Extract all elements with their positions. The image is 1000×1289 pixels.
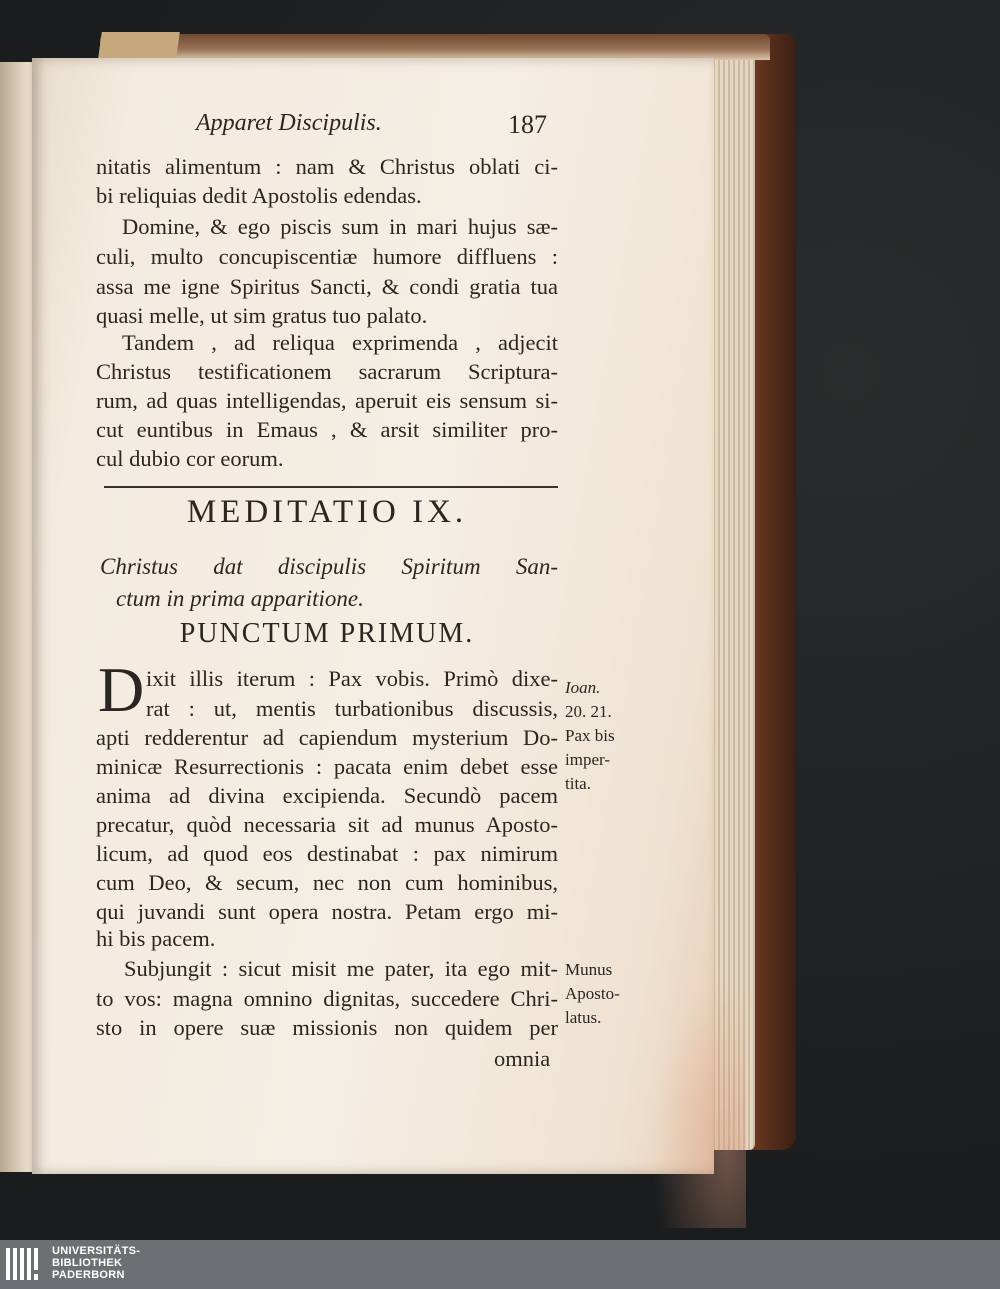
logo-line: UNIVERSITÄTS- <box>52 1245 141 1257</box>
subtitle-line: Christus dat discipulis Spiritum San- <box>100 554 558 579</box>
text-line: cul dubio cor eorum. <box>96 446 284 471</box>
text-line: ixit illis iterum : Pax vobis. Primò dixe- <box>146 666 558 691</box>
text-line: apti redderentur ad capiendum mysterium Do- <box>96 725 558 750</box>
text-line: bi reliquias dedit Apostolis edendas. <box>96 183 422 208</box>
text-line: cum Deo, & secum, nec non cum hominibus, <box>96 870 558 895</box>
page-number: 187 <box>508 110 547 139</box>
drop-cap: D <box>98 654 145 725</box>
catchword: omnia <box>494 1046 551 1071</box>
text-line: Subjungit : sicut misit me pater, ita ego mit- <box>124 956 558 981</box>
margin-note-line: Ioan. <box>565 678 601 697</box>
text-line: culi, multo concupiscentiæ humore diffluens : <box>96 244 558 269</box>
text-line: sto in opere suæ missionis non quidem per <box>96 1015 558 1040</box>
page-stain <box>652 978 746 1228</box>
text-line: rum, ad quas intelligendas, aperuit eis sensum si- <box>96 388 558 413</box>
text-line: Christus testificationem sacrarum Scriptura- <box>96 359 558 384</box>
book-top-edge <box>100 34 770 60</box>
text-line: to vos: magna omnino dignitas, succedere Chri- <box>96 986 558 1011</box>
text-line: quasi melle, ut sim gratus tuo palato. <box>96 303 428 328</box>
margin-note-line: tita. <box>565 774 591 793</box>
text-line: Domine, & ego piscis sum in mari hujus sæ- <box>122 214 558 239</box>
text-line: cut euntibus in Emaus , & arsit similiter pro- <box>96 417 558 442</box>
paper-tab <box>98 32 180 58</box>
text-line: nitatis alimentum : nam & Christus oblati ci- <box>96 154 558 179</box>
text-line: minicæ Resurrectionis : pacata enim debet esse <box>96 754 558 779</box>
left-page-edge <box>0 62 34 1172</box>
text-line: qui juvandi sunt opera nostra. Petam ergo mi- <box>96 899 558 924</box>
text-line: anima ad divina excipienda. Secundò pacem <box>96 783 558 808</box>
logo-line: BIBLIOTHEK <box>52 1257 123 1269</box>
margin-note-munus <box>565 958 620 1030</box>
margin-note-line: Munus <box>565 960 613 979</box>
text-line: licum, ad quod eos destinabat : pax nimirum <box>96 841 558 866</box>
meditation-title: MEDITATIO IX. <box>186 494 468 530</box>
punctum-heading: PUNCTUM PRIMUM. <box>179 618 475 649</box>
text-line: assa me igne Spiritus Sancti, & condi gratia tua <box>96 274 558 299</box>
margin-note-line: Pax bis <box>565 726 615 745</box>
margin-note-line: imper- <box>565 750 610 769</box>
text-line: Tandem , ad reliqua exprimenda , adjecit <box>122 330 558 355</box>
section-rule <box>104 486 558 488</box>
library-logo-text <box>52 1245 140 1281</box>
margin-note-ioan <box>565 676 615 796</box>
library-logo-icon <box>4 1244 44 1284</box>
margin-note-line: latus. <box>565 1008 602 1027</box>
running-head: Apparet Discipulis. <box>196 110 382 136</box>
subtitle-line: ctum in prima apparitione. <box>116 586 364 611</box>
footer-bar <box>0 1240 1000 1289</box>
margin-note-line: Aposto- <box>565 984 620 1003</box>
text-line: precatur, quòd necessaria sit ad munus Aposto- <box>96 812 558 837</box>
logo-line: PADERBORN <box>52 1269 125 1281</box>
text-line: hi bis pacem. <box>96 926 216 951</box>
text-line: rat : ut, mentis turbationibus discussis, <box>146 696 558 721</box>
margin-note-line: 20. 21. <box>565 702 612 721</box>
